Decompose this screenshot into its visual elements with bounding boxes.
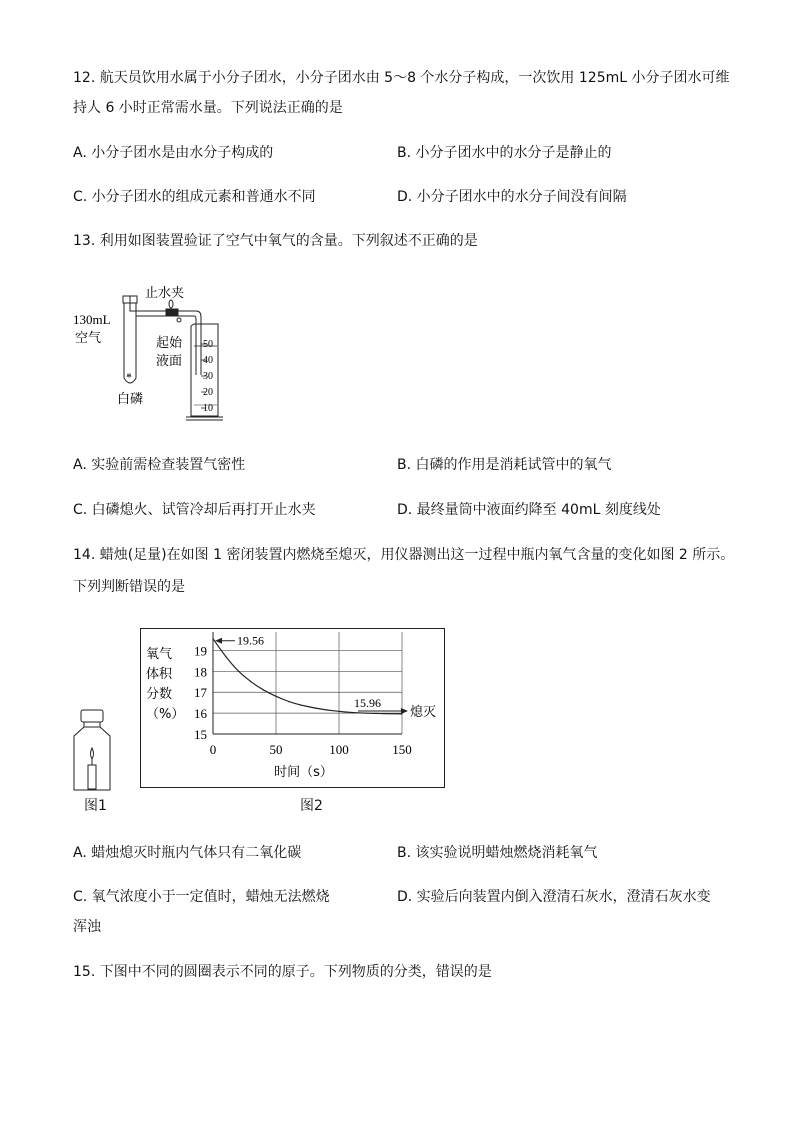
y-tick-label: 16: [194, 706, 207, 722]
q14-option-b: B. 该实验说明蜡烛燃烧消耗氧气: [397, 845, 598, 861]
y-axis-label-line: （%）: [146, 707, 185, 722]
q13-option-d: D. 最终量筒中液面约降至 40mL 刻度线处: [397, 502, 661, 518]
tick-40: 40: [203, 355, 213, 366]
y-tick-label: 19: [194, 643, 207, 659]
chart-frame: [141, 629, 445, 788]
q12-stem-line1: 12. 航天员饮用水属于小分子团水，小分子团水由 5～8 个水分子构成，一次饮用 125mL 小分子团水可维: [73, 70, 730, 86]
q12-option-a: A. 小分子团水是由水分子构成的: [73, 145, 274, 161]
data-point: [364, 713, 365, 714]
tick-20: 20: [203, 387, 213, 398]
q12-option-b: B. 小分子团水中的水分子是静止的: [397, 145, 612, 161]
q12-option-c: C. 小分子团水的组成元素和普通水不同: [73, 189, 316, 205]
data-point: [389, 713, 390, 714]
data-point: [326, 709, 327, 710]
q14-option-a: A. 蜡烛熄灭时瓶内气体只有二氧化碳: [73, 845, 302, 861]
y-axis-label-line: 分数: [146, 687, 173, 702]
tick-50: 50: [203, 339, 213, 350]
fig1-caption: 图1: [84, 798, 107, 814]
data-point: [238, 671, 239, 672]
oxygen-chart: [140, 628, 446, 790]
phosphorus-label: 白磷: [117, 392, 144, 407]
data-point: [351, 712, 352, 713]
fig2-caption: 图2: [300, 798, 323, 814]
x-tick-label: 50: [269, 742, 283, 757]
tick-10: 10: [203, 403, 213, 414]
q12-stem-line2: 持人 6 小时正常需水量。下列说法正确的是: [73, 100, 343, 116]
data-point: [313, 707, 314, 708]
q12-option-d: D. 小分子团水中的水分子间没有间隔: [397, 189, 627, 205]
x-tick-label: 150: [392, 742, 412, 757]
air-label: 空气: [75, 331, 102, 346]
data-point: [288, 701, 289, 702]
data-point: [338, 711, 339, 712]
data-point: [263, 690, 264, 691]
y-axis-label-line: 体积: [146, 667, 173, 682]
q13-stem: 13. 利用如图装置验证了空气中氧气的含量。下列叙述不正确的是: [73, 233, 478, 249]
q13-apparatus-figure: [70, 280, 240, 425]
y-tick-label: 18: [194, 664, 207, 680]
data-point: [250, 681, 251, 682]
q14-option-c: C. 氧气浓度小于一定值时，蜡烛无法燃烧: [73, 889, 330, 905]
start-value-label: 19.56: [237, 633, 264, 648]
tick-30: 30: [203, 371, 213, 382]
data-point: [212, 638, 213, 639]
data-point: [376, 713, 377, 714]
y-axis-label-line: 氧气: [146, 647, 173, 662]
surface-label: 液面: [156, 354, 183, 369]
end-value-label: 15.96: [354, 695, 381, 710]
q14-stem-line1: 14. 蜡烛(足量)在如图 1 密闭装置内燃烧至熄灭，用仪器测出这一过程中瓶内氧气含量的变化如图 2 所示。: [73, 547, 735, 563]
q13-option-a: A. 实验前需检查装置气密性: [73, 457, 246, 473]
q15-stem: 15. 下图中不同的圆圈表示不同的原子。下列物质的分类，错误的是: [73, 964, 492, 980]
x-tick-label: 0: [209, 742, 217, 757]
x-tick-label: 100: [329, 742, 349, 757]
x-axis-label: 时间（s）: [274, 765, 333, 780]
volume-label: 130mL: [73, 312, 111, 327]
q14-option-d: D. 实验后向装置内倒入澄清石灰水，澄清石灰水变: [397, 889, 711, 905]
candle-bottle-figure: [70, 708, 120, 794]
data-point: [225, 656, 226, 657]
data-point: [301, 705, 302, 706]
q13-option-b: B. 白磷的作用是消耗试管中的氧气: [397, 457, 612, 473]
data-point: [275, 696, 276, 697]
q13-option-c: C. 白磷熄火、试管冷却后再打开止水夹: [73, 502, 316, 518]
clamp-label: 止水夹: [145, 286, 185, 301]
start-label: 起始: [156, 336, 183, 351]
extinguished-label: 熄灭: [410, 704, 437, 720]
y-tick-label: 17: [194, 685, 207, 701]
y-tick-label: 15: [194, 727, 207, 742]
q14-stem-line2: 下列判断错误的是: [73, 579, 185, 595]
q14-option-d-continued: 浑浊: [73, 919, 101, 935]
